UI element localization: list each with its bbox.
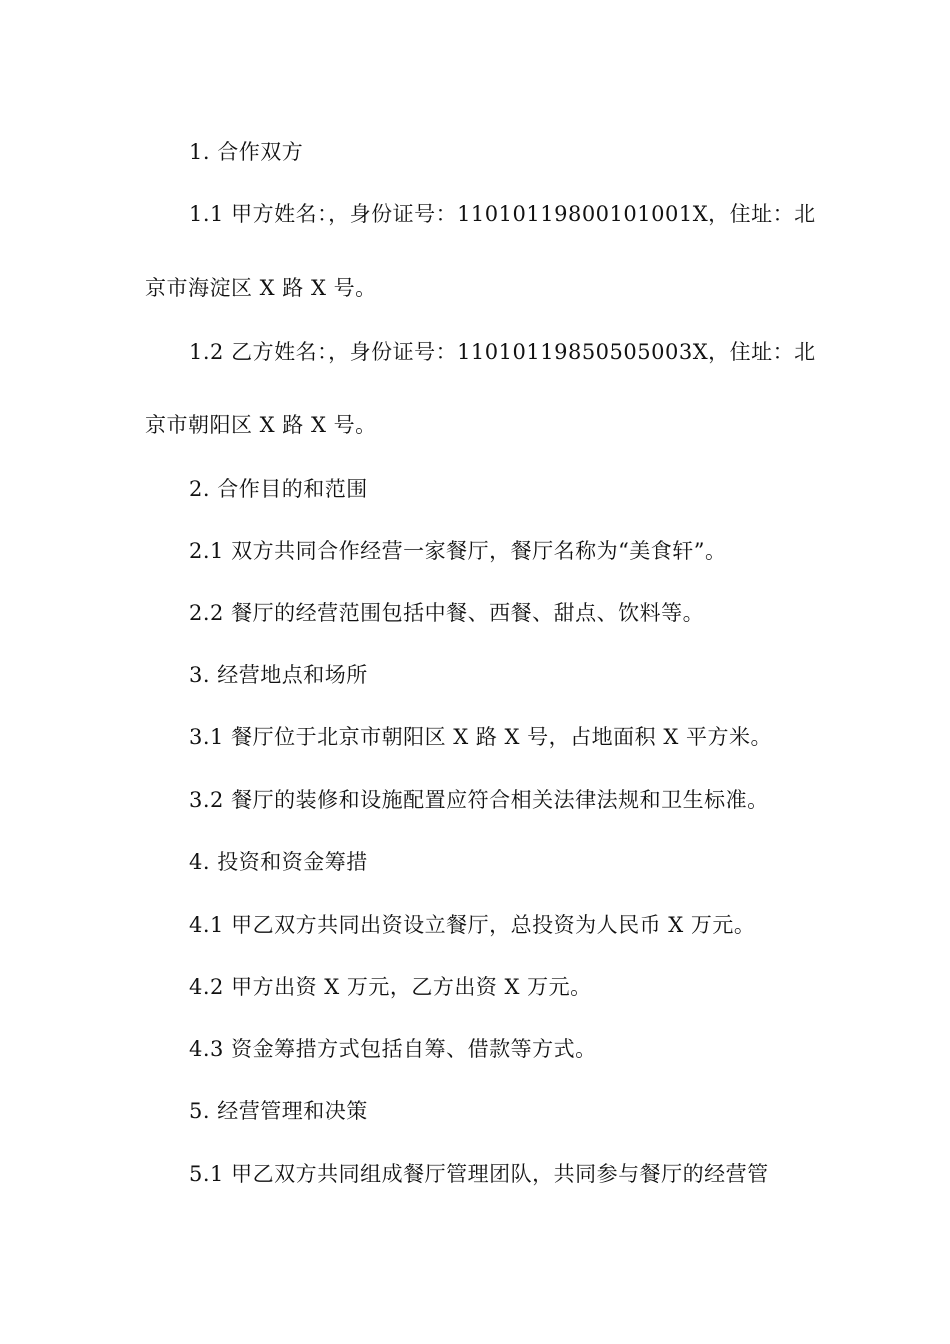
paragraph-4-3: 4.3 资金筹措方式包括自筹、借款等方式。 <box>189 1037 597 1061</box>
paragraph-4-2: 4.2 甲方出资 X 万元，乙方出资 X 万元。 <box>189 975 592 999</box>
paragraph-4-1: 4.1 甲乙双方共同出资设立餐厅，总投资为人民币 X 万元。 <box>189 913 756 937</box>
section-heading-3: 3. 经营地点和场所 <box>189 663 368 687</box>
paragraph-2-1: 2.1 双方共同合作经营一家餐厅，餐厅名称为“美食轩”。 <box>189 539 727 563</box>
section-heading-4: 4. 投资和资金筹措 <box>189 850 368 874</box>
paragraph-3-2: 3.2 餐厅的装修和设施配置应符合相关法律法规和卫生标准。 <box>189 788 769 812</box>
paragraph-1-1-continued: 京市海淀区 X 路 X 号。 <box>145 276 377 300</box>
paragraph-1-2: 1.2 乙方姓名：，身份证号：11010119850505003X，住址：北 <box>189 340 816 364</box>
paragraph-1-1: 1.1 甲方姓名：，身份证号：11010119800101001X，住址：北 <box>189 202 816 226</box>
paragraph-5-1: 5.1 甲乙双方共同组成餐厅管理团队，共同参与餐厅的经营管 <box>189 1162 769 1186</box>
section-heading-2: 2. 合作目的和范围 <box>189 477 368 501</box>
section-heading-1: 1. 合作双方 <box>189 140 304 164</box>
section-heading-5: 5. 经营管理和决策 <box>189 1099 368 1123</box>
paragraph-1-2-continued: 京市朝阳区 X 路 X 号。 <box>145 413 377 437</box>
paragraph-2-2: 2.2 餐厅的经营范围包括中餐、西餐、甜点、饮料等。 <box>189 601 705 625</box>
paragraph-3-1: 3.1 餐厅位于北京市朝阳区 X 路 X 号，占地面积 X 平方米。 <box>189 725 772 749</box>
